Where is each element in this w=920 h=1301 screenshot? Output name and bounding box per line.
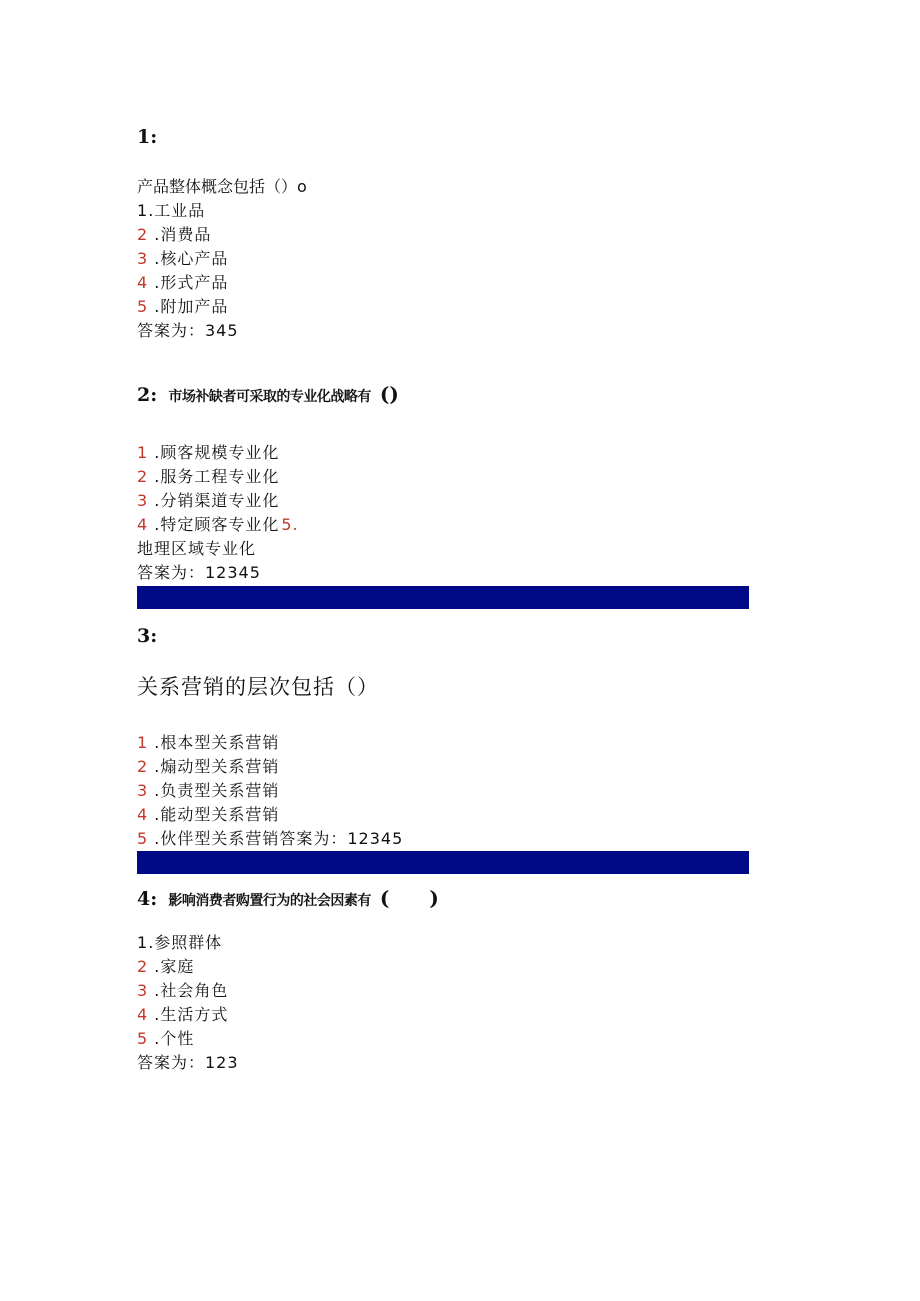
- question-1-text: 产品整体概念包括（）o: [137, 177, 307, 196]
- question-2-option-1: [137, 441, 279, 465]
- option-number: 5: [137, 829, 149, 848]
- option-separator: .: [148, 491, 161, 510]
- question-1-option-1: [137, 199, 205, 223]
- option-separator: .: [148, 467, 161, 486]
- option-separator: .: [148, 515, 161, 534]
- question-3-text: 关系营销的层次包括（）: [137, 675, 379, 699]
- option-text: 煽动型关系营销: [160, 757, 280, 776]
- question-3-option-5: [137, 827, 403, 851]
- option-5-number: 5.: [281, 515, 299, 534]
- option-separator: .: [148, 297, 161, 316]
- question-3-option-1: [137, 731, 279, 755]
- option-number: 4: [137, 273, 149, 292]
- option-text: 特定顾客专业化: [160, 515, 280, 534]
- question-4-answer: 答案为：123: [137, 1053, 239, 1072]
- option-separator: .: [148, 933, 155, 952]
- option-text: 家庭: [160, 957, 195, 976]
- option-separator: .: [148, 225, 161, 244]
- question-4-option-2: [137, 955, 194, 979]
- option-separator: .: [148, 805, 161, 824]
- option-number: 3: [137, 781, 149, 800]
- question-4-option-1: [137, 931, 222, 955]
- option-separator: .: [148, 957, 161, 976]
- question-2-option-5: 地理区域专业化: [137, 539, 257, 558]
- option-separator: .: [148, 757, 161, 776]
- option-number: 3: [137, 491, 149, 510]
- option-text: 顾客规模专业化: [160, 443, 280, 462]
- question-4-header: [137, 882, 439, 911]
- option-text: 参照群体: [154, 933, 223, 952]
- option-text: 个性: [160, 1029, 195, 1048]
- option-separator: .: [148, 733, 161, 752]
- question-3-number: 3:: [137, 625, 158, 647]
- option-text: 负责型关系营销: [160, 781, 280, 800]
- option-separator: .: [148, 1029, 161, 1048]
- option-text: 服务工程专业化: [160, 467, 280, 486]
- option-text: 附加产品: [160, 297, 229, 316]
- question-1-option-5: [137, 295, 228, 319]
- question-2-option-4: [137, 513, 299, 537]
- option-number: 4: [137, 515, 149, 534]
- question-1-answer: 答案为：345: [137, 321, 239, 340]
- question-3-option-3: [137, 779, 279, 803]
- option-number: 1: [137, 201, 149, 220]
- option-text: 能动型关系营销: [160, 805, 280, 824]
- question-2-header: [137, 382, 399, 406]
- option-number: 3: [137, 981, 149, 1000]
- option-number: 3: [137, 249, 149, 268]
- option-separator: .: [148, 273, 161, 292]
- option-text: 消费品: [160, 225, 212, 244]
- question-4-number: 4:: [137, 888, 158, 910]
- question-2-paren: (): [379, 382, 399, 406]
- question-1-option-3: [137, 247, 228, 271]
- question-4-text: 影响消费者购置行为的社会因素有: [168, 893, 371, 909]
- option-separator: .: [148, 829, 161, 848]
- option-separator: .: [148, 443, 161, 462]
- separator-bar: [137, 851, 749, 874]
- question-2-text: 市场补缺者可采取的专业化战略有: [168, 389, 371, 405]
- option-separator: .: [148, 1005, 161, 1024]
- option-separator: .: [148, 981, 161, 1000]
- option-separator: .: [148, 781, 161, 800]
- option-text: 形式产品: [160, 273, 229, 292]
- question-2-answer: 答案为：12345: [137, 563, 261, 582]
- option-text: 分销渠道专业化: [160, 491, 280, 510]
- question-2-option-3: [137, 489, 279, 513]
- option-number: 1: [137, 443, 149, 462]
- question-1-option-2: [137, 223, 211, 247]
- question-4-option-3: [137, 979, 228, 1003]
- option-text: 生活方式: [160, 1005, 229, 1024]
- option-number: 5: [137, 297, 149, 316]
- option-text: 伙伴型关系营销答案为：12345: [160, 829, 404, 848]
- question-1-number: 1:: [137, 126, 158, 148]
- option-separator: .: [148, 249, 161, 268]
- option-number: 4: [137, 805, 149, 824]
- separator-bar: [137, 586, 749, 609]
- option-number: 5: [137, 1029, 149, 1048]
- option-number: 2: [137, 225, 149, 244]
- option-number: 2: [137, 957, 149, 976]
- option-text: 核心产品: [160, 249, 229, 268]
- option-number: 2: [137, 467, 149, 486]
- option-text: 根本型关系营销: [160, 733, 280, 752]
- option-text: 社会角色: [160, 981, 229, 1000]
- question-4-option-5: [137, 1027, 194, 1051]
- question-1-option-4: [137, 271, 228, 295]
- option-number: 2: [137, 757, 149, 776]
- option-separator: .: [148, 201, 155, 220]
- question-2-number: 2:: [137, 384, 158, 406]
- option-number: 4: [137, 1005, 149, 1024]
- option-number: 1: [137, 933, 149, 952]
- question-3-option-2: [137, 755, 279, 779]
- question-4-option-4: [137, 1003, 228, 1027]
- question-4-paren: ( ): [379, 886, 439, 910]
- question-3-option-4: [137, 803, 279, 827]
- option-text: 工业品: [154, 201, 206, 220]
- option-number: 1: [137, 733, 149, 752]
- question-2-option-2: [137, 465, 279, 489]
